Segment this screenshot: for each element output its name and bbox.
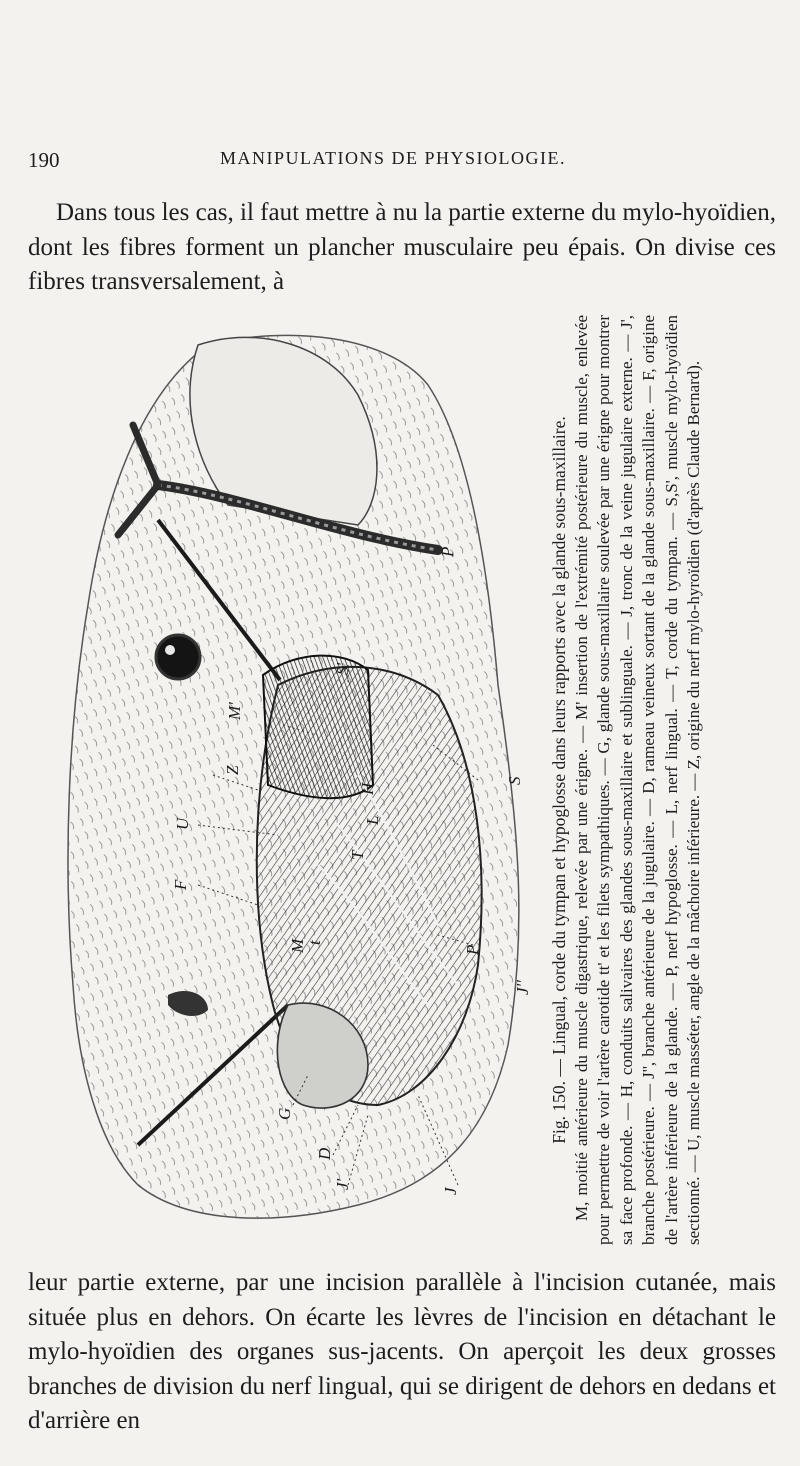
label-D: D xyxy=(315,1147,334,1160)
label-P: P xyxy=(438,546,457,557)
label-J: J xyxy=(441,1187,460,1195)
label-L: L xyxy=(363,815,382,825)
figure-caption xyxy=(548,315,753,1245)
label-M-prime: M' xyxy=(225,702,244,720)
running-title: MANIPULATIONS DE PHYSIOLOGIE. xyxy=(220,148,566,168)
body-paragraph-top: Dans tous les cas, il faut mettre à nu la partie externe du mylo-hyoïdien, dont les fibres forment un plancher musculaire peu épais. On divise ces fibres transversalement, à xyxy=(28,199,776,295)
page-header xyxy=(28,148,788,178)
caption-body: M, moitié antérieure du muscle digastrique, relevée par une érigne. — M' insertion de l'extrémité postérieure du muscle, enlevée pour permettre de voir l'artère carotide tt' et les filets sympathiques. — G, glande sous-maxillaire soulevée par une érigne pour montrer sa face profonde. — H, conduits salivaires des glandes sous-maxillaire et sublinguale. — J, tronc de la veine jugulaire externe. — J', branche postérieure. — J'', branche antérieure de la jugulaire. — D, rameau veineux sortant de la glande sous-maxillaire. — F, origine de l'artère inférieure de la glande. — P, nerf hypoglosse. — L, nerf lingual. — T, corde du tympan. — S,S', muscle mylo-hyoïdien sectionné. — U, muscle masséter, angle de la mâchoire inférieure. — Z, origine du nerf mylo-hyroïdien (d'après Claude Bernard). xyxy=(571,315,703,1245)
label-S-prime: S' xyxy=(333,662,352,675)
label-U: U xyxy=(173,817,192,830)
label-F: F xyxy=(171,879,190,890)
label-H: H xyxy=(358,782,377,795)
page-number: 190 xyxy=(28,148,60,172)
digastric-flap xyxy=(263,656,373,799)
label-S: S xyxy=(505,776,524,785)
label-J-double-prime: J'' xyxy=(513,980,532,995)
label-M: M xyxy=(288,938,307,953)
body-paragraph-bottom: leur partie externe, par une incision parallèle à l'incision cutanée, mais située plus en dehors. On écarte les lèvres de l'incision en détachant le mylo-hyoïdien des organes sus-jacents. On aperçoit les deux grosses branches de division du nerf lingual, qui se dirigent de dehors en dedans et d'arrière en xyxy=(28,1269,776,1434)
eye xyxy=(156,635,200,679)
label-J-prime: J' xyxy=(333,1178,352,1190)
label-P-lower: P xyxy=(463,944,482,955)
anatomical-figure xyxy=(58,305,778,1250)
label-t: t xyxy=(305,940,324,945)
caption-title: Fig. 150. — Lingual, corde du tympan et hypoglosse dans leurs rapports avec la glande sous-maxillaire. xyxy=(549,416,569,1144)
label-Z: Z xyxy=(223,765,242,775)
label-G: G xyxy=(275,1107,294,1120)
label-T: T xyxy=(348,850,367,860)
